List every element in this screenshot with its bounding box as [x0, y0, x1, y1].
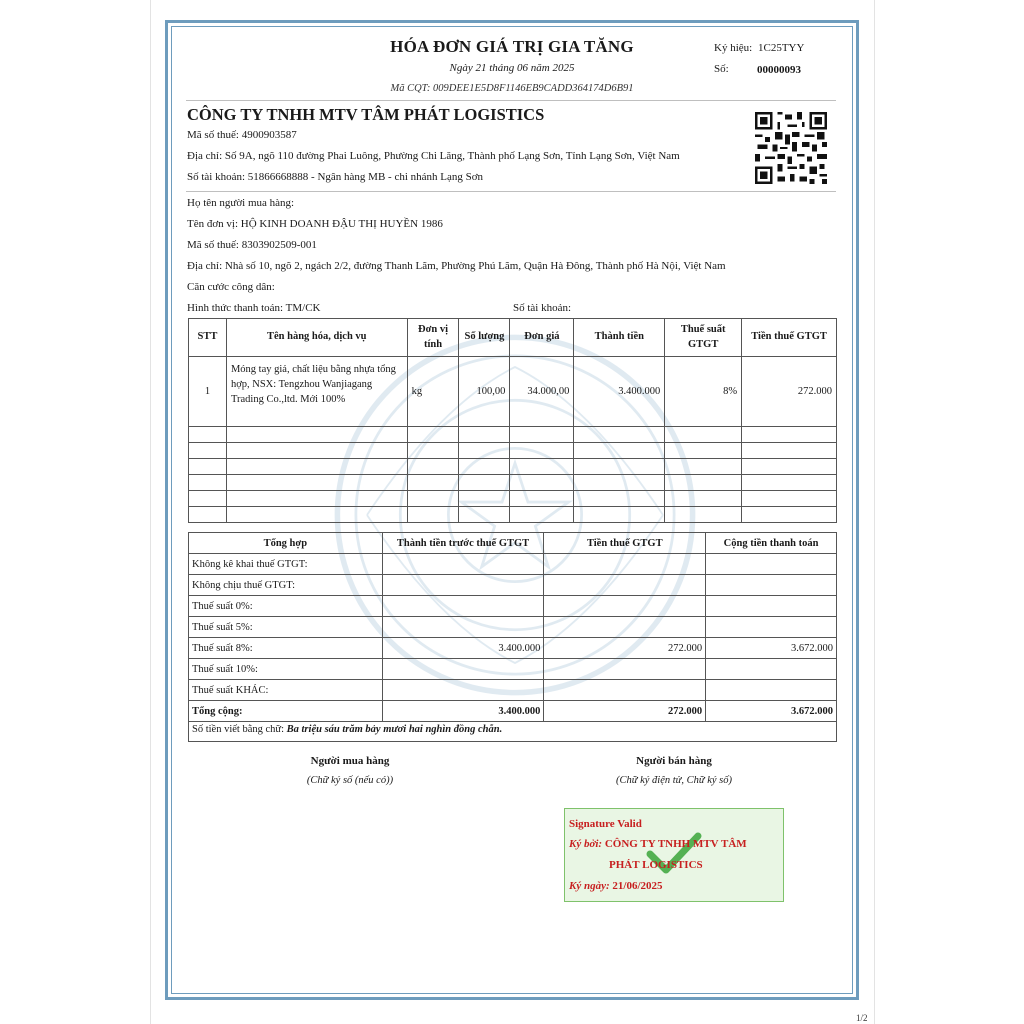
item-vat: 272.000: [742, 357, 837, 427]
payment-method: Hình thức thanh toán: TM/CK: [187, 302, 321, 314]
summary-total: [706, 659, 837, 680]
summary-label: Thuế suất 8%:: [189, 638, 383, 659]
invoice-date: Ngày 21 tháng 06 năm 2025: [449, 62, 575, 74]
signed-date: [569, 880, 663, 892]
summary-total: [706, 596, 837, 617]
signed-by-line1: CÔNG TY TNHH MTV TÂM: [604, 838, 747, 850]
table-row: [189, 357, 837, 427]
column-header: Thành tiền: [574, 319, 665, 357]
summary-vat: [544, 659, 706, 680]
signature-valid: Signature Valid: [569, 818, 642, 830]
total-vat: 272.000: [544, 701, 706, 722]
buyer-name: Họ tên người mua hàng:: [187, 197, 295, 209]
item-qty: 100,00: [459, 357, 510, 427]
table-row: [189, 443, 837, 459]
summary-total: [706, 617, 837, 638]
summary-before: [382, 680, 544, 701]
item-name: Móng tay giả, chất liệu bằng nhựa tổng hợp, NSX: Tengzhou Wanjiagang Trading Co.,ltd. Mới 100%: [226, 357, 407, 427]
item-vat-rate: 8%: [665, 357, 742, 427]
table-row: [189, 475, 837, 491]
summary-before: [382, 617, 544, 638]
divider: [186, 191, 836, 192]
signed-by: [569, 838, 747, 850]
column-header: STT: [189, 319, 227, 357]
summary-label: Không kê khai thuế GTGT:: [189, 554, 383, 575]
summary-total-row: [189, 701, 837, 722]
seller-signature-title: Người bán hàng: [636, 755, 712, 767]
summary-before: [382, 575, 544, 596]
item-amount: 3.400.000: [574, 357, 665, 427]
summary-before: [382, 659, 544, 680]
summary-total: 3.672.000: [706, 638, 837, 659]
summary-before: 3.400.000: [382, 638, 544, 659]
table-row: [189, 554, 837, 575]
column-header: Tiền thuế GTGT: [742, 319, 837, 357]
table-row: [189, 617, 837, 638]
summary-label: Thuế suất 0%:: [189, 596, 383, 617]
signed-date-label: Ký ngày:: [569, 880, 610, 892]
summary-label: Thuế suất 5%:: [189, 617, 383, 638]
seller-name: CÔNG TY TNHH MTV TÂM PHÁT LOGISTICS: [187, 105, 545, 124]
divider: [186, 100, 836, 101]
summary-vat: [544, 554, 706, 575]
invoice-number-value: 00000093: [757, 64, 801, 76]
signed-by-label: Ký bởi:: [569, 838, 603, 850]
buyer-address: Địa chỉ: Nhà số 10, ngõ 2, ngách 2/2, đường Thanh Lãm, Phường Phú Lãm, Quận Hà Đông, Thành phố Hà Nội, Việt Nam: [187, 260, 726, 272]
column-header: Đơn vị tính: [407, 319, 459, 357]
total-before: 3.400.000: [382, 701, 544, 722]
summary-vat: [544, 596, 706, 617]
signed-by-line2: PHÁT LOGISTICS: [609, 859, 703, 871]
column-header: Thuế suất GTGT: [665, 319, 742, 357]
item-stt: 1: [189, 357, 227, 427]
buyer-account: Số tài khoản:: [513, 302, 572, 314]
seller-tax-code: Mã số thuế: 4900903587: [187, 129, 297, 141]
table-row: [189, 680, 837, 701]
buyer-signature-title: Người mua hàng: [310, 755, 390, 767]
buyer-unit: Tên đơn vị: HỘ KINH DOANH ĐẬU THỊ HUYỀN 1986: [187, 218, 443, 230]
invoice-title: HÓA ĐƠN GIÁ TRỊ GIA TĂNG: [390, 37, 634, 56]
summary-before: [382, 554, 544, 575]
seller-address: Địa chỉ: Số 9A, ngõ 110 đường Phai Luông, Phường Chi Lăng, Thành phố Lạng Sơn, Tỉnh Lạng Sơn, Việt Nam: [187, 150, 680, 162]
amount-in-words: [188, 721, 837, 742]
summary-before: [382, 596, 544, 617]
total-payment: 3.672.000: [706, 701, 837, 722]
table-row: [189, 596, 837, 617]
summary-total: [706, 554, 837, 575]
item-price: 34.000,00: [510, 357, 574, 427]
summary-vat: [544, 575, 706, 596]
seller-account: Số tài khoản: 51866668888 - Ngân hàng MB - chi nhánh Lạng Sơn: [187, 171, 484, 183]
summary-label: Thuế suất KHÁC:: [189, 680, 383, 701]
table-row: [189, 659, 837, 680]
item-unit: kg: [407, 357, 459, 427]
table-row: [189, 575, 837, 596]
invoice-number-label: Số:: [714, 63, 729, 75]
column-header: Cộng tiền thanh toán: [706, 533, 837, 554]
column-header: Đơn giá: [510, 319, 574, 357]
column-header: Thành tiền trước thuế GTGT: [382, 533, 544, 554]
page-number: 1/2: [856, 1013, 868, 1023]
total-label: Tổng cộng:: [189, 701, 383, 722]
summary-label: Thuế suất 10%:: [189, 659, 383, 680]
column-header: Tên hàng hóa, dịch vụ: [226, 319, 407, 357]
invoice-tax-authority-code: Mã CQT: 009DEE1E5D8F1146EB9CADD364174D6B91: [390, 83, 634, 94]
buyer-id: Căn cước công dân:: [187, 281, 275, 293]
summary-total: [706, 680, 837, 701]
table-row: [189, 459, 837, 475]
column-header: Tiền thuế GTGT: [544, 533, 706, 554]
qr-code-icon: [755, 112, 827, 184]
summary-table: [188, 532, 837, 722]
summary-vat: 272.000: [544, 638, 706, 659]
summary-total: [706, 575, 837, 596]
serial-value: 1C25TYY: [758, 42, 805, 54]
buyer-tax-code: Mã số thuế: 8303902509-001: [187, 239, 317, 251]
summary-vat: [544, 617, 706, 638]
seller-signature-note: (Chữ ký điện tử, Chữ ký số): [615, 775, 733, 786]
signed-date-value: 21/06/2025: [612, 880, 663, 892]
table-row: [189, 491, 837, 507]
serial-label: Ký hiệu:: [714, 42, 753, 54]
buyer-signature-note: (Chữ ký số (nếu có)): [306, 775, 394, 786]
table-row: [189, 507, 837, 523]
table-row: [189, 427, 837, 443]
column-header: Tổng hợp: [189, 533, 383, 554]
column-header: Số lượng: [459, 319, 510, 357]
amount-in-words-value: Ba triệu sáu trăm bảy mươi hai nghìn đồng chẵn.: [286, 724, 503, 735]
summary-label: Không chịu thuế GTGT:: [189, 575, 383, 596]
amount-in-words-label: Số tiền viết bằng chữ:: [192, 724, 285, 735]
items-table: [188, 318, 837, 523]
summary-vat: [544, 680, 706, 701]
table-row: [189, 638, 837, 659]
